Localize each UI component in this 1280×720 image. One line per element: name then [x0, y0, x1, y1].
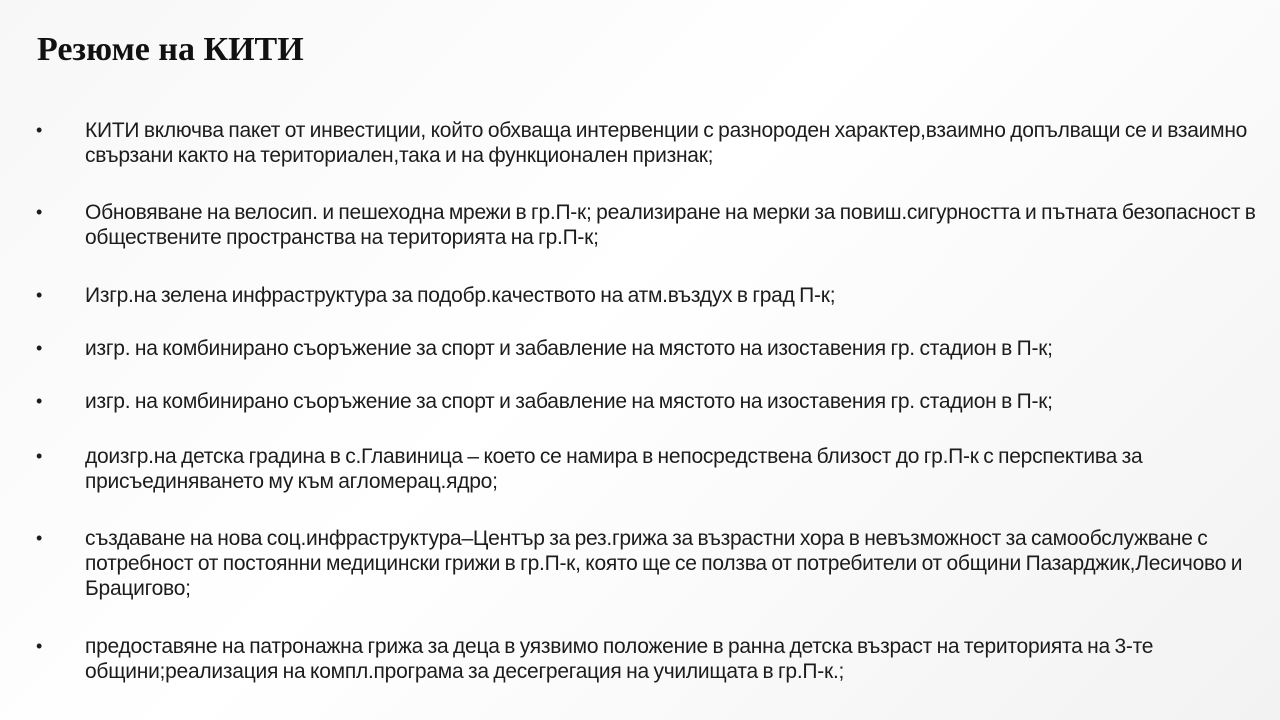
bullet-icon: •	[36, 636, 43, 656]
bullet-icon: •	[36, 285, 43, 305]
bullet-text: доизгр.на детска градина в с.Главиница – което се намира в непосредствена близост до гр.П-к с перспектива за присъединяването му към агломерац.ядро;	[85, 445, 1143, 493]
bullet-icon: •	[36, 528, 43, 548]
bullet-text: Изгр.на зелена инфраструктура за подобр.качеството на атм.въздух в град П-к;	[85, 284, 836, 307]
bullet-text: създаване на нова соц.инфраструктура–Център за рез.грижа за възрастни хора в невъзможност за самообслужване с потребност от постоянни медицински грижи в гр.П-к, която ще се ползва от потребители от общини Пазарджик,Лесичово и Брацигово;	[85, 527, 1243, 600]
bullet-icon: •	[36, 391, 43, 411]
bullet-text: КИТИ включва пакет от инвестиции, който обхваща интервенции с разнороден характер,взаимно допълващи се и взаимно свързани както на териториален,така и на функционален признак;	[85, 119, 1248, 167]
bullet-text: изгр. на комбинирано съоръжение за спорт и забавление на мястото на изоставения гр. стадион в П-к;	[85, 337, 1053, 360]
bullet-icon: •	[36, 446, 43, 466]
bullet-text: предоставяне на патронажна грижа за деца в уязвимо положение в ранна детска възраст на територията на 3-те общини;реализация на компл.програма за десегрегация на училищата в гр.П-к.;	[85, 635, 1154, 683]
bullet-text: Обновяване на велосип. и пешеходна мрежи в гр.П-к; реализиране на мерки за повиш.сигурността и пътната безопасност в обществените пространства на територията на гр.П-к;	[85, 201, 1256, 249]
bullet-text: изгр. на комбинирано съоръжение за спорт и забавление на мястото на изоставения гр. стадион в П-к;	[85, 390, 1053, 413]
bullet-icon: •	[36, 338, 43, 358]
bullet-icon: •	[36, 120, 43, 140]
bullet-icon: •	[36, 202, 43, 222]
slide-title: Резюме на КИТИ	[37, 31, 304, 68]
